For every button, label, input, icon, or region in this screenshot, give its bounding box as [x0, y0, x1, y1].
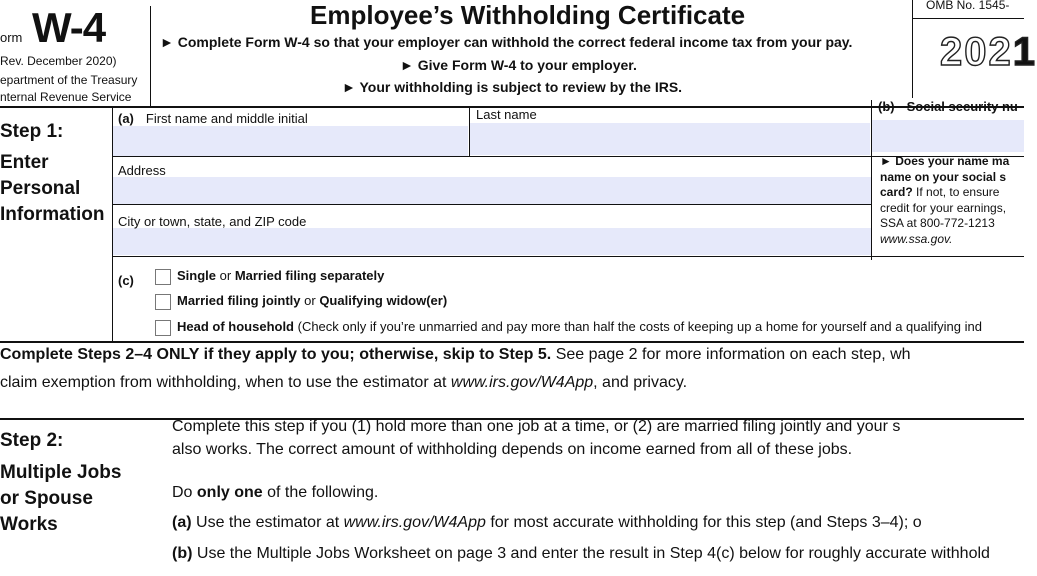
tax-year-prefix: 202 — [940, 30, 1013, 74]
ssn-label — [878, 99, 1018, 114]
ssn-note-line-2: name on your social s — [880, 169, 1007, 184]
head-of-household-text: Head of household — [177, 319, 294, 334]
first-name-input[interactable] — [113, 126, 468, 156]
city-row-rule — [113, 256, 1024, 257]
last-name-input[interactable] — [470, 123, 870, 155]
filing-status-tag — [118, 273, 146, 288]
ssa-website-link[interactable]: www.ssa.gov. — [880, 231, 953, 246]
first-name-label — [118, 111, 308, 126]
steps-notice-line-2a: claim exemption from withholding, when to use the estimator at — [0, 374, 451, 391]
step2-option-b — [172, 545, 990, 563]
instruction-line-1: ► Complete Form W-4 so that your employer can withhold the correct federal income tax from your pay. — [160, 34, 853, 50]
w4app-link[interactable]: www.irs.gov/W4App — [450, 374, 594, 391]
omb-number: OMB No. 1545- — [926, 0, 1010, 12]
form-label: orm — [0, 30, 23, 45]
step2-line-3b: only one — [196, 484, 263, 501]
steps-notice-line-2 — [0, 374, 687, 392]
filing-status-tag-text: (c) — [118, 273, 134, 288]
step2-line-3c: of the following. — [262, 484, 379, 501]
married-jointly-option-label — [177, 293, 447, 308]
header-divider-right — [912, 0, 913, 98]
single-or: or — [216, 268, 235, 283]
step2-option-a — [172, 514, 922, 532]
single-text: Single — [177, 268, 217, 283]
header-divider-left — [150, 6, 151, 106]
steps-notice-line-1 — [0, 346, 911, 364]
step2-line-3a: Do — [172, 484, 197, 501]
steps-notice-line-2b: , and privacy. — [593, 374, 688, 391]
married-separately-text: Married filing separately — [234, 268, 385, 283]
step2-line-2: also works. The correct amount of withholding depends on income earned from all of these jobs. — [172, 441, 853, 458]
ssn-tag: (b) — [878, 99, 895, 114]
head-of-household-checkbox[interactable] — [155, 320, 171, 336]
ssn-text: Social security nu — [906, 99, 1018, 114]
form-title: Employee’s Withholding Certificate — [310, 0, 746, 30]
ssn-note-line-1: ► Does your name ma — [880, 154, 1010, 168]
ssn-note-line-5: SSA at 800-772-1213 — [880, 216, 995, 230]
name-divider — [469, 107, 470, 157]
department-label: epartment of the Treasury — [0, 73, 138, 87]
city-input[interactable] — [113, 228, 871, 255]
last-name-label: Last name — [476, 107, 537, 122]
ssn-note-line-4: credit for your earnings, — [880, 200, 1007, 215]
step2-option-a-text: Use the estimator at — [191, 514, 344, 531]
instruction-line-2: ► Give Form W-4 to your employer. — [400, 57, 637, 73]
step1-subtitle: Enter Personal Information — [0, 152, 105, 225]
omb-divider — [912, 18, 1024, 19]
city-label: City or town, state, and ZIP code — [118, 214, 307, 229]
step1-title: Step 1: — [0, 121, 64, 142]
single-option-label — [177, 268, 384, 283]
address-row-rule — [113, 204, 871, 205]
ssn-note-line-3a: card? — [880, 185, 913, 199]
address-input[interactable] — [113, 177, 871, 204]
ssn-divider — [871, 100, 872, 260]
ssn-name-match-note — [880, 154, 1009, 247]
step2-line-1: Complete this step if you (1) hold more than one job at a time, or (2) are married filing jointly and your s — [172, 418, 901, 435]
head-of-household-option-label — [177, 319, 982, 334]
address-label: Address — [118, 163, 166, 178]
qualifying-widow-text: Qualifying widow(er) — [319, 293, 448, 308]
step2-option-a-tag: (a) — [172, 514, 192, 531]
step2-title: Step 2: — [0, 430, 64, 451]
steps-notice-rest: See page 2 for more information on each step, wh — [551, 346, 911, 363]
revision-date: Rev. December 2020) — [0, 54, 117, 68]
ssn-note-line-3b: If not, to ensure — [912, 185, 1000, 199]
instruction-line-3: ► Your withholding is subject to review by the IRS. — [342, 79, 683, 95]
step1-bottom-rule — [0, 341, 1024, 343]
married-jointly-or: or — [300, 293, 320, 308]
first-name-text: First name and middle initial — [145, 111, 308, 126]
married-jointly-text: Married filing jointly — [177, 293, 301, 308]
single-checkbox[interactable] — [155, 269, 171, 285]
married-jointly-checkbox[interactable] — [155, 294, 171, 310]
irs-label: nternal Revenue Service — [0, 90, 132, 104]
head-of-household-note: (Check only if you’re unmarried and pay more than half the costs of keeping up a home for yourself and a qualifying ind — [294, 319, 982, 334]
step2-line-3 — [172, 484, 378, 502]
steps-notice-bold: Complete Steps 2–4 ONLY if they apply to you; otherwise, skip to Step 5. — [0, 346, 552, 363]
tax-year-suffix: 1 — [1012, 30, 1037, 74]
tax-year — [940, 30, 1037, 75]
step2-option-a-rest: for most accurate withholding for this step (and Steps 3–4); o — [485, 514, 922, 531]
step2-option-b-tag: (b) — [172, 545, 193, 562]
first-name-tag: (a) — [118, 111, 134, 126]
ssn-input[interactable] — [872, 120, 1024, 152]
step2-subtitle: Multiple Jobs or Spouse Works — [0, 462, 122, 535]
estimator-link[interactable]: www.irs.gov/W4App — [343, 514, 486, 531]
step2-option-b-text: Use the Multiple Jobs Worksheet on page 3 and enter the result in Step 4(c) below for roughly accurate withhold — [192, 545, 990, 562]
form-number: W-4 — [32, 4, 106, 51]
